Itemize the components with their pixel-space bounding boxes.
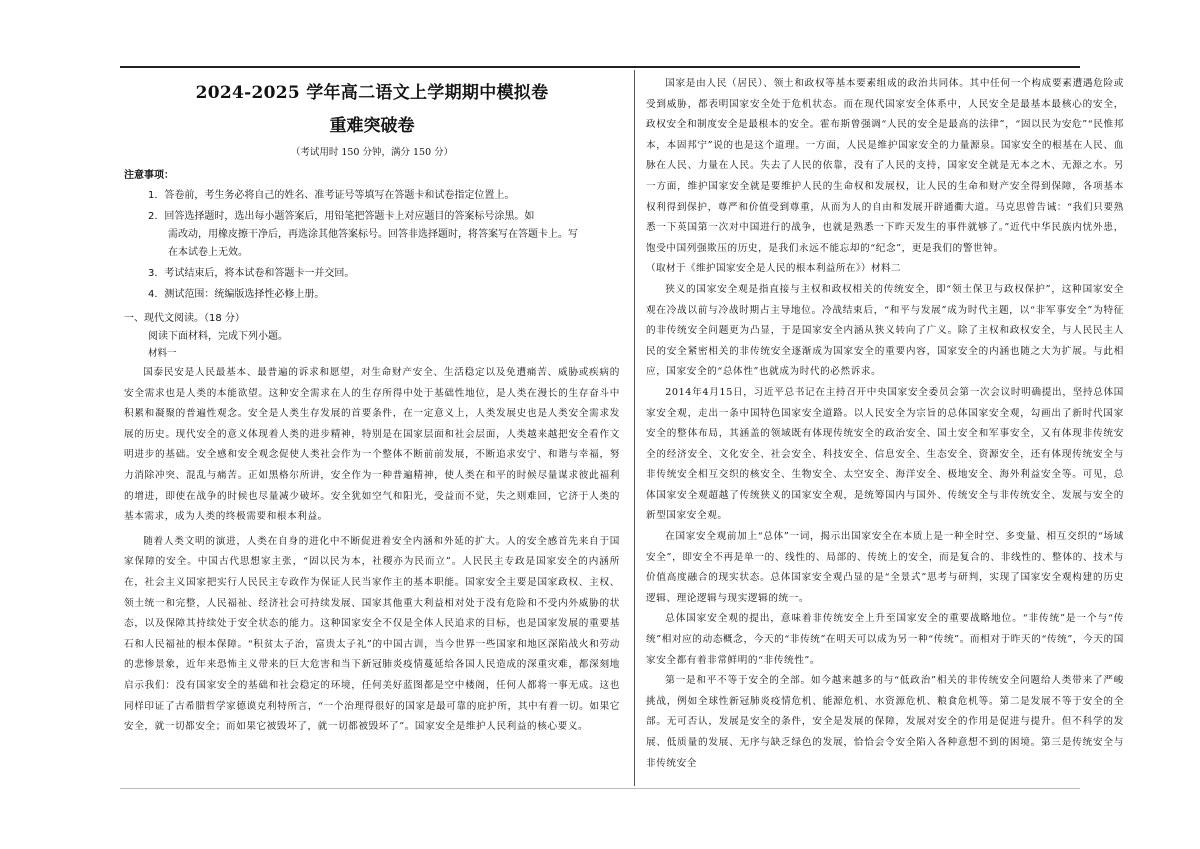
material-label: 材料一 <box>148 348 177 359</box>
right-column <box>646 74 1124 774</box>
exam-info: （考试用时 150 分钟，满分 150 分） <box>290 147 454 158</box>
left-column <box>124 78 620 738</box>
paragraph: 在国家安全观前加上“总体”一词，揭示出国家安全在本质上是一种全时空、多变量、相互交织的“场域安全”，即安全不再是单一的、线性的、局部的、传统上的安全，而是复合的、非线性的、整体的、技术与价值高度融合的现实状态。总体国家安全观凸显的是“全景式”思考与研判，实现了国家安全观构建的历史逻辑、理论逻辑与现实逻辑的统一。 <box>646 531 1124 604</box>
notice-item-4: 4．测试范围：统编版选择性必修上册。 <box>148 289 325 300</box>
notice-item-2: 2．回答选择题时，选出每小题答案后，用铅笔把答题卡上对应题目的答案标号涂黑。如 <box>148 211 535 222</box>
paragraph: 国家是由人民（居民）、领土和政权等基本要素组成的政治共同体。其中任何一个构成要素遭遇危险或受到威胁，都表明国家安全处于危机状态。而在现代国家安全体系中，人民安全是最基本最核心的安全，政权安全和制度安全是最根本的安全。霍布斯曾强调“人民的安全是最高的法律”，“固以民为安危”“民惟邦本，本固邦宁”说的也是这个道理。一方面，人民是维护国家安全的力量源泉。国家安全的根基在人民、血脉在人民、力量在人民。失去了人民的依靠，没有了人民的支持，国家安全就是无本之木、无源之水。另一方面，维护国家安全就是要维护人民的生命权和发展权，让人民的生命和财产安全得到保障，各项基本权利得到保护，尊严和价值受到尊重，从而为人的自由和发展开辟通衢大道。马克思曾告诫：“我们只要熟悉一下英国第一次对中国进行的战争，也就是熟悉一下昨天发生的事件就够了。”近代中华民族内忧外患，饱受中国列强欺压的历史，是我们永远不能忘却的“纪念”，更是我们的警世钟。 <box>646 78 1124 254</box>
notice-item-1: 1．答卷前，考生务必将自己的姓名、准考证号等填写在答题卡和试卷指定位置上。 <box>148 190 515 201</box>
column-divider <box>634 70 635 786</box>
notice-heading: 注意事项： <box>124 170 174 181</box>
source-note: （取材于《维护国家安全是人民的根本利益所在》）材料二 <box>646 263 902 275</box>
paragraph: 第一是和平不等于安全的全部。如今越来越多的与“低政治”相关的非传统安全问题给人类带来了严峻挑战，例如全球性新冠肺炎疫情危机、能源危机、水资源危机、粮食危机等。第二是发展不等于安全的全部。无可否认，发展是安全的条件，安全是发展的保障，发展对安全的作用是促进与提升。但不科学的发展、低质量的发展、无序与缺乏绿色的发展，恰恰会令安全陷入各种意想不到的困境。第三是传统安全与非传统安全 <box>646 675 1124 769</box>
paragraph: 狭义的国家安全观是指直接与主权和政权相关的传统安全，即“领土保卫与政权保护”，这种国家安全观在冷战以前与冷战时期占主导地位。冷战结束后，“和平与发展”成为时代主题，以“非军事安全”为特征的非传统安全问题更为凸显，于是国家安全内涵从狭义转向了广义。除了主权和政权安全，与人民民主人民的安全紧密相关的非传统安全逐渐成为国家安全的重要内容，国家安全的内涵也随之大为扩展。与此相应，国家安全的“总体性”也就成为时代的必然诉求。 <box>646 283 1124 378</box>
exam-title: 2024-2025 学年高二语文上学期期中模拟卷 <box>195 83 549 103</box>
notice-item-2-cont: 需改动，用橡皮擦干净后，再选涂其他答案标号。回答非选择题时，将答案写在答题卡上。写 <box>168 229 578 240</box>
notice-item-3: 3．考试结束后，将本试卷和答题卡一并交回。 <box>148 268 355 279</box>
paragraph: 2014年4月15日，习近平总书记在主持召开中央国家安全委员会第一次会议时明确提出，坚持总体国家安全观，走出一条中国特色国家安全道路。以人民安全为宗旨的总体国家安全观，勾画出了新时代国家安全的整体布局，其涵盖的领域既有体现传统安全的政治安全、国土安全和军事安全，又有体现非传统安全的经济安全、文化安全、社会安全、科技安全、信息安全、生态安全、资源安全，还有体现传统安全与非传统安全相互交织的核安全、生物安全、太空安全、海洋安全、极地安全、海外利益安全等。可见，总体国家安全观超越了传统狭义的国家安全观，是统筹国内与国外、传统安全与非传统安全、发展与安全的新型国家安全观。 <box>646 386 1124 522</box>
paragraph: 总体国家安全观的提出，意味着非传统安全上升至国家安全的重要战略地位。“非传统”是一个与“传统”相对应的动态概念，今天的“非传统”在明天可以成为另一种“传统”。而相对于昨天的“传统”，今天的国家安全都有着非常鲜明的“非传统性”。 <box>646 613 1124 666</box>
paragraph: 国泰民安是人民最基本、最普遍的诉求和愿望，对生命财产安全、生活稳定以及免遭痛苦、威胁或疾病的安全需求也是人类的本能欲望。这种安全需求在人的生存所得中处于基础性地位，是人类在漫长的生存奋斗中积累和凝聚的普遍性观念。安全是人类生存发展的首要条件，在一定意义上，人类发展史也是人类安全需求发展的历史。现代安全的意义体现着人类的进步精神，特别是在国家层面和社会层面，人类越来越把安全看作文明进步的基础。安全感和安全观念促使人类社会作为一个整体不断前前发展，不断追求安宁、和谐与幸福，努力消除冲突、混乱与痛苦。正如黑格尔所讲，安全作为一种普遍精神，使人类在和平的时候尽量谋求彼此福利的增进，即使在战争的时候也尽量减少破坏。安全犹如空气和阳光，受益而不觉，失之则难回，它济于人类的基本需求，成为人类的终极需要和根本利益。 <box>124 367 620 523</box>
section-instruction: 阅读下面材料，完成下列小题。 <box>148 331 288 342</box>
paragraph: 随着人类文明的演进，人类在自身的进化中不断促进着安全内涵和外延的扩大。人的安全感首先来自于国家保障的安全。中国古代思想家主张，“固以民为本，社稷亦为民而立”。人民民主专政是国家安全的内涵所在，社会主义国家把实行人民民主专政作为保证人民当家作主的基本职能。国家安全主要是国家政权、主权、领土统一和完整，人民福祉、经济社会可持续发展、国家其他重大利益相对处于没有危险和不受内外威胁的状态，以及保障其持续处于安全状态的能力。这种国家安全不仅是全体人民追求的目标，也是国家发展的重要基石和人民福祉的根本保障。“积贫太子治，富贵太子礼”的中国古训，当今世界一些国家和地区深陷战火和劳动的悲惨景象，近年来恐怖主义带来的巨大危害和当下新冠肺炎疫情蔓延给各国人民造成的深重灾难，都深刻地启示我们：没有国家安全的基础和社会稳定的环境，任何美好蓝图都是空中楼阁，任何人都将一事无成。这也同样印证了古希腊哲学家德谟克利特所言，“一个治理得很好的国家是最可靠的庇护所，其中有着一切。如果它安全，就一切都安全；而如果它被毁坏了，就一切都被毁坏了”。国家安全是维护人民利益的核心要义。 <box>124 535 620 733</box>
exam-subtitle: 重难突破卷 <box>329 116 415 136</box>
notice-item-2-cont-2: 在本试卷上无效。 <box>168 247 248 258</box>
section-heading: 一、现代文阅读。（18 分） <box>124 313 245 324</box>
